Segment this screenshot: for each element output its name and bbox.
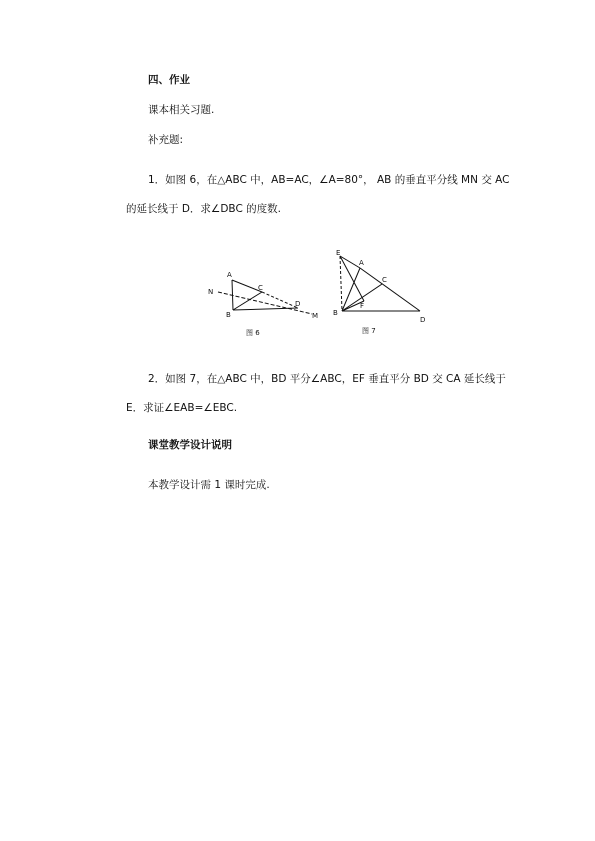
figure-6	[200, 262, 325, 344]
figure-7	[330, 246, 430, 338]
point-label-e: E	[336, 249, 341, 257]
design-note: 本教学设计需 1 课时完成.	[148, 479, 270, 491]
section-heading: 四、作业	[148, 74, 190, 86]
problem1-line2: 的延长线于 D．求∠DBC 的度数.	[126, 203, 281, 215]
design-heading: 课堂教学设计说明	[148, 439, 232, 451]
figure-6-caption: 图 6	[246, 329, 260, 337]
segment-cd	[262, 292, 301, 308]
segment-ad	[360, 268, 420, 311]
problem2-line2: E．求证∠EAB=∠EBC.	[126, 402, 238, 414]
point-label-m: M	[312, 312, 319, 320]
supplementary-label: 补充题:	[148, 134, 184, 146]
point-label-b: B	[226, 311, 231, 319]
point-label-a: A	[359, 259, 364, 267]
problem2-line1: 2．如图 7，在△ABC 中，BD 平分∠ABC，EF 垂直平分 BD 交 CA 延长线于	[148, 373, 506, 385]
point-label-c: C	[382, 276, 387, 284]
point-label-a: A	[227, 271, 232, 279]
figure-7-caption: 图 7	[362, 327, 376, 335]
point-label-d: D	[295, 300, 301, 308]
problem1-line1: 1．如图 6，在△ABC 中，AB=AC，∠A=80°， AB 的垂直平分线 MN 交 AC	[148, 174, 510, 186]
point-label-n: N	[208, 288, 214, 296]
segment-bc	[233, 292, 262, 310]
point-label-f: F	[360, 302, 365, 310]
point-label-b: B	[333, 309, 338, 317]
segment-eb	[340, 256, 342, 311]
point-label-c: C	[258, 284, 263, 292]
point-label-d: D	[420, 316, 426, 324]
textbook-exercises-text: 课本相关习题.	[148, 104, 215, 116]
